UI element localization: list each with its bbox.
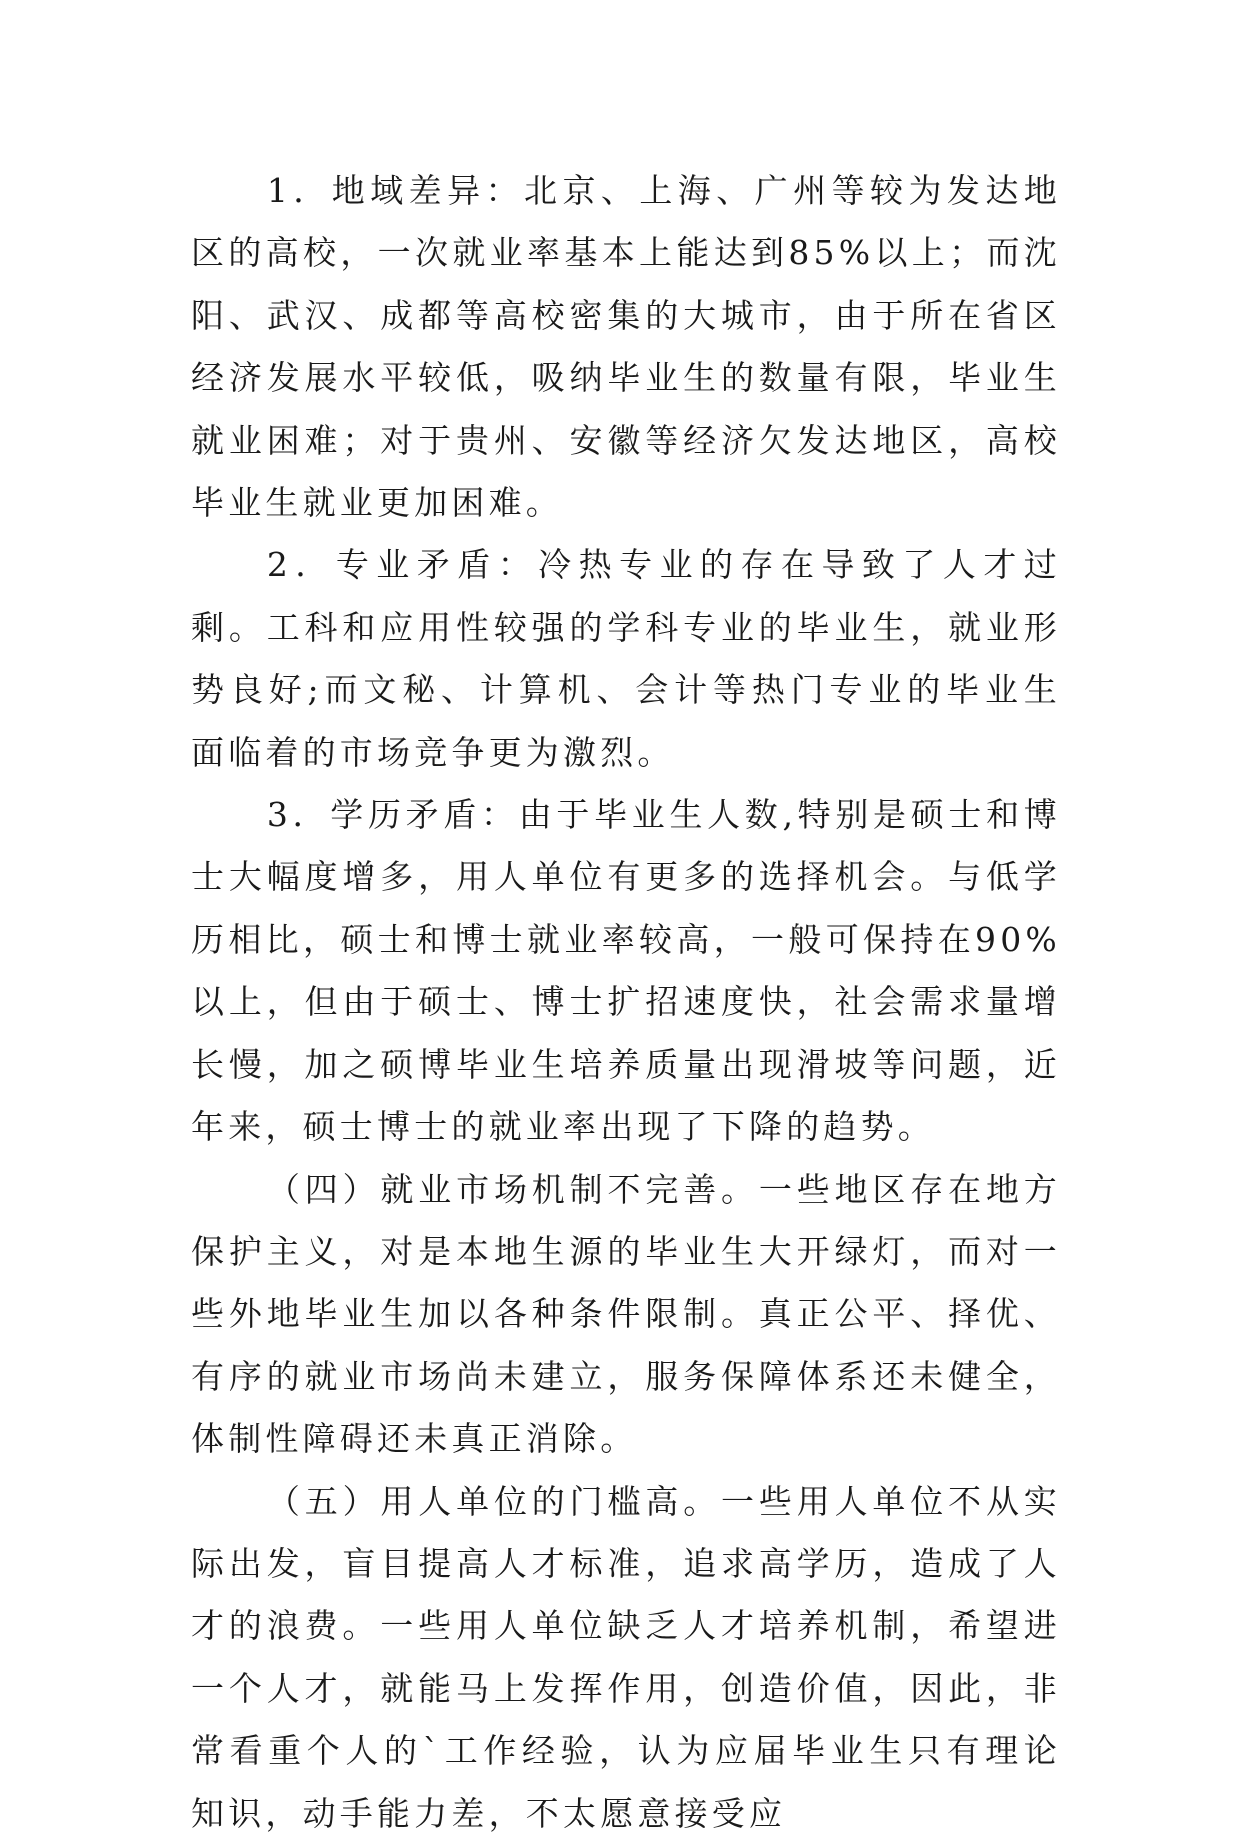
document-body <box>191 160 1061 1845</box>
paragraph-market-mechanism: （四）就业市场机制不完善。一些地区存在地方保护主义，对是本地生源的毕业生大开绿灯，而对一些外地毕业生加以各种条件限制。真正公平、择优、有序的就业市场尚未建立，服务保障体系还未健全，体制性障碍还未真正消除。 <box>191 1169 1061 1459</box>
paragraph-major-contradiction: 2．专业矛盾：冷热专业的存在导致了人才过剩。工科和应用性较强的学科专业的毕业生，就业形势良好;而文秘、计算机、会计等热门专业的毕业生面临着的市场竞争更为激烈。 <box>191 545 1061 772</box>
paragraph-employer-threshold: （五）用人单位的门槛高。一些用人单位不从实际出发，盲目提高人才标准，追求高学历，造成了人才的浪费。一些用人单位缺乏人才培养机制，希望进一个人才，就能马上发挥作用，创造价值，因此，非常看重个人的`工作经验，认为应届毕业生只有理论知识，动手能力差，不太愿意接受应 <box>191 1481 1061 1833</box>
paragraph-degree-contradiction: 3．学历矛盾：由于毕业生人数,特别是硕士和博士大幅度增多，用人单位有更多的选择机会。与低学历相比，硕士和博士就业率较高，一般可保持在90%以上，但由于硕士、博士扩招速度快，社会需求量增长慢，加之硕博毕业生培养质量出现滑坡等问题，近年来，硕士博士的就业率出现了下降的趋势。 <box>191 795 1061 1147</box>
paragraph-regional-difference: 1．地域差异：北京、上海、广州等较为发达地区的高校，一次就业率基本上能达到85%以上；而沈阳、武汉、成都等高校密集的大城市，由于所在省区经济发展水平较低，吸纳毕业生的数量有限，毕业生就业困难；对于贵州、安徽等经济欠发达地区，高校毕业生就业更加困难。 <box>191 171 1061 523</box>
